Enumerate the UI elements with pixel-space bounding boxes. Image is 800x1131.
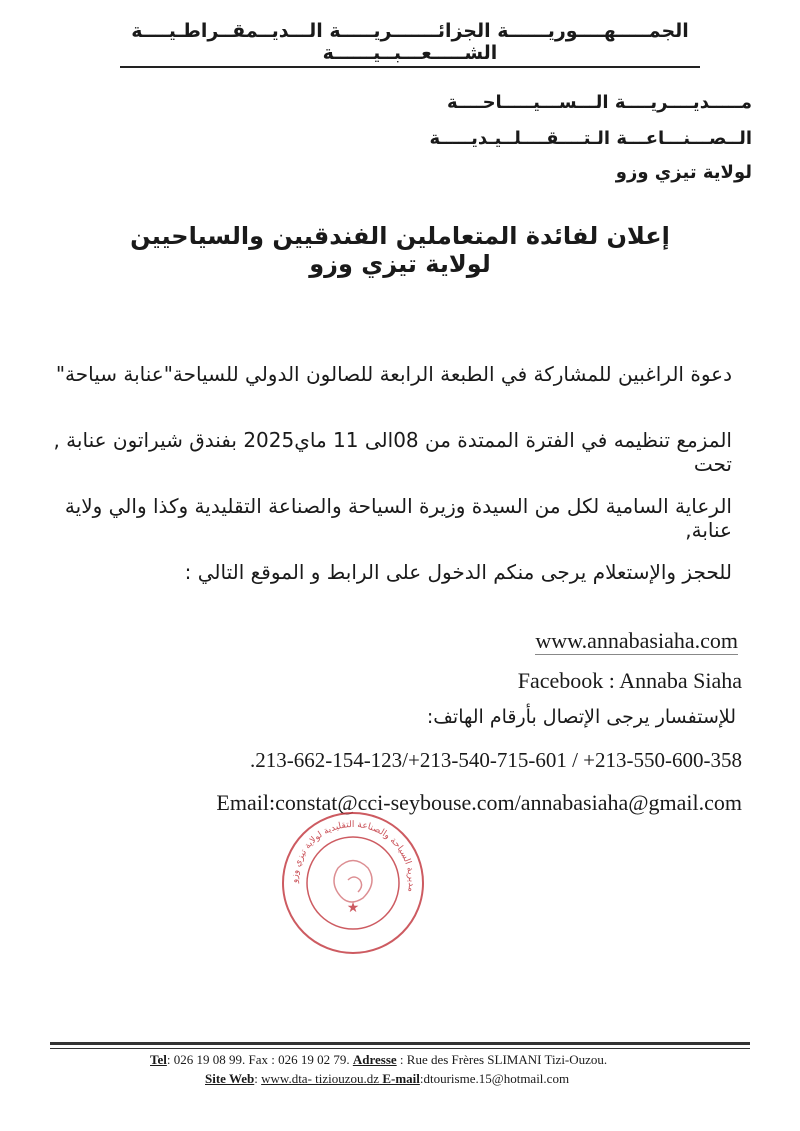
email-label: E-mail [379, 1071, 420, 1086]
website-link[interactable]: www.annabasiaha.com [535, 628, 738, 653]
site-separator: : [254, 1071, 262, 1086]
body-paragraph-2: المزمع تنظيمه في الفترة الممتدة من 08الى 11 ماي2025 بفندق شيراتون عنابة , تحت [53, 428, 732, 476]
address-label: Adresse [352, 1052, 397, 1067]
footer-divider-thin [50, 1048, 750, 1049]
footer-divider-thick [50, 1042, 750, 1045]
stamp-star-icon: ★ [346, 901, 360, 916]
stamp-outer-ring [283, 813, 423, 953]
email-line: Email:constat@cci-seybouse.com/annabasiaha@gmail.com [216, 790, 742, 815]
stamp-emblem-icon [334, 861, 372, 903]
tel-fax-value: : 026 19 08 99. Fax : 026 19 02 79. [166, 1052, 353, 1067]
directorate-line-1: مـــــديــــريــــة الـــســـيـــــاحــــة [447, 92, 752, 113]
stamp-text: مديرية السياحة والصناعة التقليدية لولاية تيزي وزو [289, 819, 417, 893]
facebook-line: Facebook : Annaba Siaha [517, 668, 742, 693]
body-paragraph-1: دعوة الراغبين للمشاركة في الطبعة الرابعة للصالون الدولي للسياحة"عنابة سياحة" [55, 362, 732, 386]
republic-header: الجمـــــهــــوريــــــة الجزائـــــــريـــــة الـــديــمقــراطـيــــة الشـــــعـــبــيــــــة [120, 20, 700, 68]
directorate-line-3: لولاية تيزي وزو [615, 162, 752, 183]
footer-web-line [205, 1071, 705, 1087]
tel-label: Tel [150, 1052, 167, 1067]
phone-numbers: .213-662-154-123/+213-540-715-601 / +213-550-600-358 [249, 748, 742, 772]
footer-contact-line [150, 1052, 650, 1068]
body-paragraph-4: للحجز والإستعلام يرجى منكم الدخول على الرابط و الموقع التالي : [184, 560, 732, 584]
svg-text:مديرية السياحة والصناعة التقلي [290, 820, 416, 893]
announcement-title: إعلان لفائدة المتعاملين الفندقيين والسياحيين لولاية تيزي وزو [130, 222, 670, 278]
inquiry-line: للإستفسار يرجى الإتصال بأرقام الهاتف: [426, 706, 736, 728]
official-stamp [278, 808, 428, 958]
directorate-line-2: الــصـــنـــاعـــة الـتــــقــــلــيـديـــــة [429, 128, 752, 149]
site-link[interactable]: www.dta- tiziouzou.dz [261, 1071, 380, 1086]
footer-email-value[interactable]: :dtourisme.15@hotmail.com [419, 1071, 570, 1086]
address-value: : Rue des Frères SLIMANI Tizi-Ouzou. [396, 1052, 608, 1067]
site-label: Site Web [205, 1071, 255, 1086]
body-paragraph-3: الرعاية السامية لكل من السيدة وزيرة السياحة والصناعة التقليدية وكذا والي ولاية عنابة, [64, 494, 732, 542]
